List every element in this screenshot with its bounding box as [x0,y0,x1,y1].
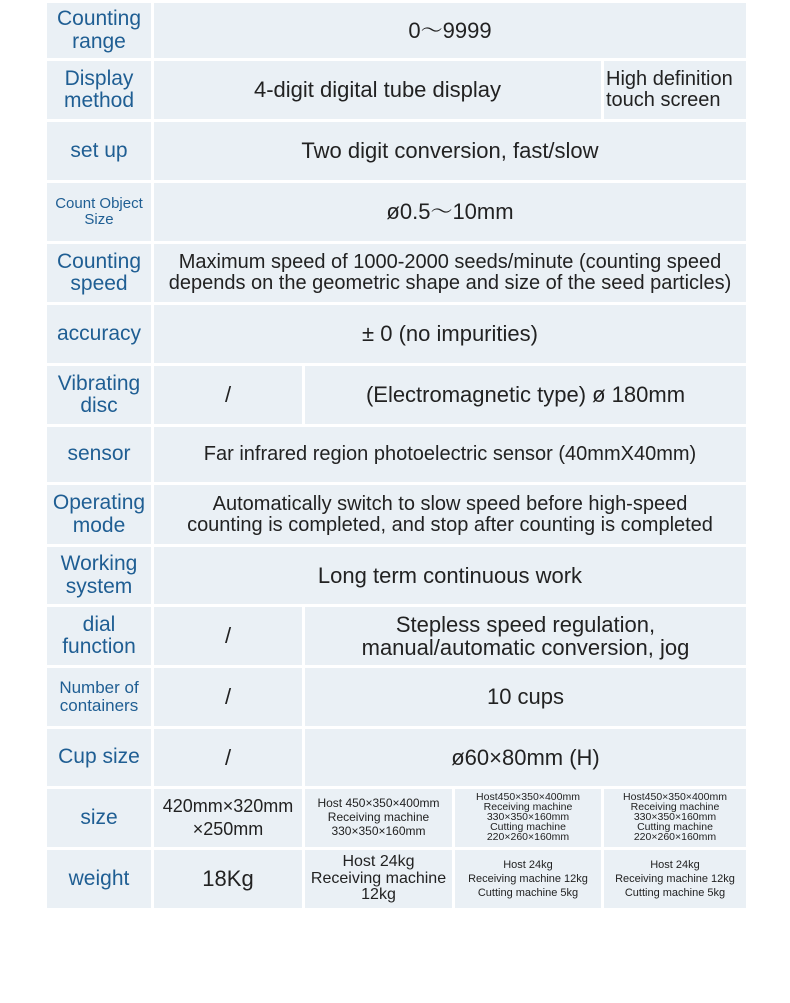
row-cup-size [46,728,748,788]
size-col4-line1: Host450×350×400mm [623,791,727,804]
working-system-label: Working system [46,546,153,606]
size-col3 [454,788,603,849]
size-col1-line1: 420mm×320mm [162,796,294,817]
spec-table [44,0,749,911]
set-up-label: set up [46,121,153,182]
row-dial-function [46,606,748,667]
size-col2-line1: Host 450×350×400mm [317,796,440,811]
count-object-size-value: ø0.5〜10mm [153,182,748,243]
display-method-label: Display method [46,60,153,121]
counting-speed-label: Counting speed [46,243,153,304]
row-number-of-containers [46,667,748,728]
operating-mode-label: Operating mode [46,484,153,546]
size-col2 [304,788,454,849]
weight-col2 [304,849,454,910]
size-col4-line3: 330×350×160mm [633,811,717,824]
vibrating-disc-value-a: / [153,365,304,426]
display-method-value: 4-digit digital tube display [153,60,603,121]
number-of-containers-label [46,667,153,728]
weight-col4-line2: Receiving machine 12kg [615,872,735,885]
display-method-alt-line1: High definition [606,68,733,90]
size-col3-line3: 330×350×160mm [486,811,570,824]
counting-speed-value [153,243,748,304]
accuracy-label: accuracy [46,304,153,365]
row-display-method [46,60,748,121]
number-of-containers-value-b: 10 cups [304,667,748,728]
counting-range-label: Counting range [46,2,153,60]
number-of-containers-label-line1: Number of [59,678,139,698]
size-col2-line3: 330×350×160mm [331,823,426,838]
accuracy-value: ± 0 (no impurities) [153,304,748,365]
count-object-size-label-line2: Size [84,211,114,228]
cup-size-label: Cup size [46,728,153,788]
row-working-system [46,546,748,606]
weight-col1: 18Kg [153,849,304,910]
dial-function-value-b [304,606,748,667]
weight-col3-line2: Receiving machine 12kg [468,872,588,885]
sensor-label: sensor [46,426,153,484]
size-col3-line2: Receiving machine [483,801,573,814]
weight-col4-line1: Host 24kg [650,858,700,871]
display-method-alt-value [603,60,748,121]
size-col4 [603,788,748,849]
size-col1 [153,788,304,849]
weight-col3-line1: Host 24kg [503,858,553,871]
operating-mode-value-line2: counting is completed, and stop after counting is completed [187,513,713,536]
row-accuracy [46,304,748,365]
working-system-value: Long term continuous work [153,546,748,606]
size-label: size [46,788,153,849]
row-set-up [46,121,748,182]
number-of-containers-label-line2: containers [59,696,139,715]
display-method-alt-line2: touch screen [606,89,721,111]
counting-range-value: 0〜9999 [153,2,748,60]
size-col3-line1: Host450×350×400mm [476,791,580,804]
size-col4-line2: Receiving machine [630,801,720,814]
row-size [46,788,748,849]
vibrating-disc-value-b: (Electromagnetic type) ø 180mm [304,365,748,426]
size-col3-line4: Cutting machine [490,820,566,833]
size-col4-line5: 220×260×160mm [633,830,717,843]
size-col3-line5: 220×260×160mm [486,830,570,843]
weight-col2-line1: Host 24kg [342,852,415,870]
size-col2-line2: Receiving machine [327,810,430,825]
vibrating-disc-label: Vibrating disc [46,365,153,426]
operating-mode-value-line1: Automatically switch to slow speed before high-speed [212,492,688,515]
cup-size-value-a: / [153,728,304,788]
row-counting-range [46,2,748,60]
dial-function-value-line2: manual/automatic conversion, jog [361,635,690,660]
row-operating-mode [46,484,748,546]
number-of-containers-value-a: / [153,667,304,728]
dial-function-label: dial function [46,606,153,667]
row-counting-speed [46,243,748,304]
weight-col3-line3: Cutting machine 5kg [477,886,579,899]
set-up-value: Two digit conversion, fast/slow [153,121,748,182]
sensor-value: Far infrared region photoelectric sensor (40mmX40mm) [153,426,748,484]
counting-speed-value-line2: depends on the geometric shape and size of the seed particles) [168,272,732,294]
weight-col2-line3: 12kg [361,886,396,904]
row-sensor [46,426,748,484]
row-weight [46,849,748,910]
dial-function-value-a: / [153,606,304,667]
weight-label: weight [46,849,153,910]
cup-size-value-b: ø60×80mm (H) [304,728,748,788]
weight-col2-line2: Receiving machine [310,869,447,887]
weight-col4-line3: Cutting machine 5kg [624,886,726,899]
counting-speed-value-line1: Maximum speed of 1000-2000 seeds/minute (counting speed [178,251,722,273]
dial-function-value-line1: Stepless speed regulation, [395,611,656,637]
size-col1-line2: ×250mm [192,819,264,839]
size-col4-line4: Cutting machine [637,820,713,833]
row-count-object-size [46,182,748,243]
count-object-size-label [46,182,153,243]
operating-mode-value [153,484,748,546]
count-object-size-label-line1: Count Object [55,195,143,213]
weight-col3 [454,849,603,910]
row-vibrating-disc [46,365,748,426]
weight-col4 [603,849,748,910]
